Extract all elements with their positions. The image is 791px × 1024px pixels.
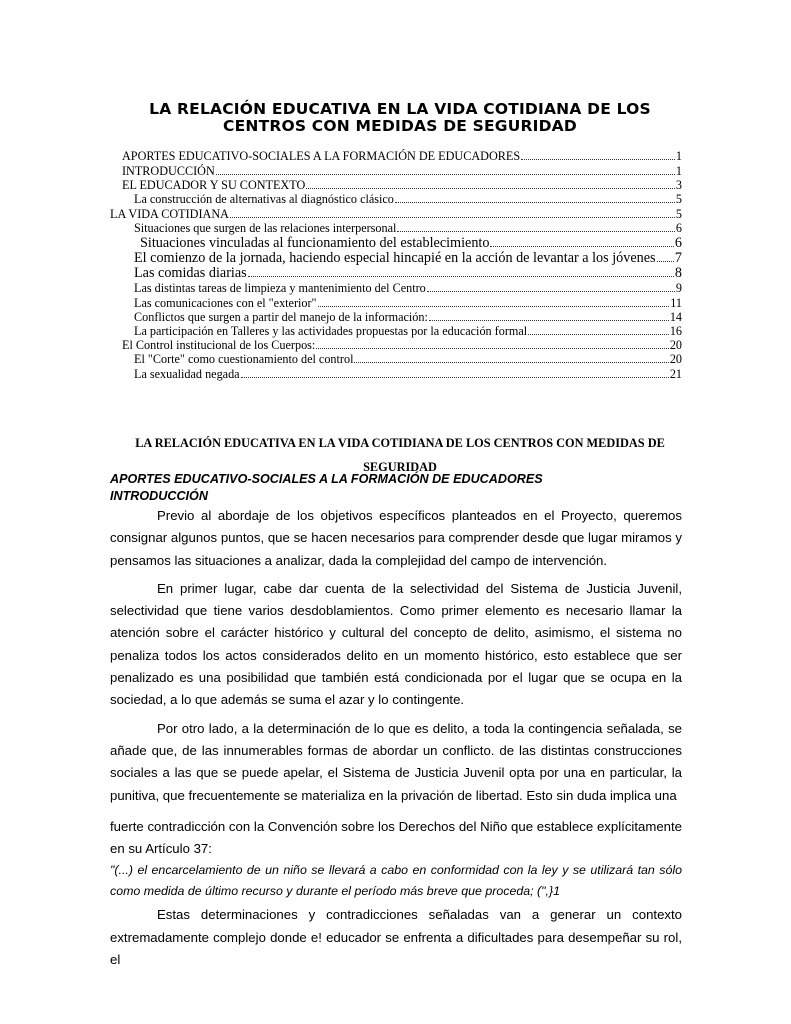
body-text: [110, 505, 682, 971]
section-heading-line-1: LA RELACIÓN EDUCATIVA EN LA VIDA COTIDIANA DE LOS CENTROS CON MEDIDAS DE: [135, 436, 665, 450]
toc-entry[interactable]: APORTES EDUCATIVO-SOCIALES A LA FORMACIÓN DE EDUCADORES 1: [122, 149, 682, 163]
document-title-line-2: CENTROS CON MEDIDAS DE SEGURIDAD: [223, 117, 577, 135]
paragraph: fuerte contradicción con la Convención sobre los Derechos del Niño que establece explícitamente en su Artículo 37:: [110, 818, 682, 857]
toc-entry[interactable]: Las comunicaciones con el "exterior" 11: [134, 296, 682, 310]
paragraph: Por otro lado, a la determinación de lo que es delito, a toda la contingencia señalada, se añade que, de las innumerables formas de abordar un conflicto. de las distintas construcciones sociales a las que se puede apelar, el Sistema de Justicia Juvenil opta por una en particular, la punitiva, que frecuentemente se materializa en la privación de libertad. Esto sin duda implica una: [110, 720, 682, 803]
toc-entry[interactable]: La construcción de alternativas al diagnóstico clásico 5: [134, 192, 682, 206]
subheading-introduccion: INTRODUCCIÓN: [110, 489, 208, 503]
toc-entry[interactable]: INTRODUCCIÓN 1: [122, 164, 682, 178]
toc-entry[interactable]: EL EDUCADOR Y SU CONTEXTO 3: [122, 178, 682, 192]
paragraph: Estas determinaciones y contradicciones señaladas van a generar un contexto extremadamente complejo donde e! educador se enfrenta a dificultades para desempeñar su rol, el: [110, 907, 682, 968]
paragraph: En primer lugar, cabe dar cuenta de la selectividad del Sistema de Justicia Juvenil, selectividad que tiene varios desdoblamientos. Como primer elemento es necesario llamar la atención sobre el carácter histórico y cultural del concepto de delito, asimismo, el sistema no penaliza todos los actos considerados delito en un momento histórico, esto establece que ser penalizado es una posibilidad que también está condicionada por el lugar que se ocupa en la sociedad, a lo que además se suma el azar y lo contingente.: [110, 580, 682, 708]
toc-entry[interactable]: Situaciones vinculadas al funcionamiento del establecimiento 6: [140, 235, 682, 251]
toc-entry[interactable]: El comienzo de la jornada, haciendo especial hincapié en la acción de levantar a los jóvenes 7: [134, 250, 682, 266]
toc-entry[interactable]: Las comidas diarias 8: [134, 265, 682, 281]
toc-entry[interactable]: Situaciones que surgen de las relaciones interpersonal 6: [134, 221, 682, 235]
toc-entry[interactable]: Las distintas tareas de limpieza y mantenimiento del Centro 9: [134, 281, 682, 295]
toc-entry[interactable]: La participación en Talleres y las actividades propuestas por la educación formal 16: [134, 324, 682, 338]
subheading-aportes: APORTES EDUCATIVO-SOCIALES A LA FORMACIÓN DE EDUCADORES: [110, 472, 543, 486]
toc-entry[interactable]: Conflictos que surgen a partir del manejo de la información: 14: [134, 310, 682, 324]
section-heading-line-2: SEGURIDAD: [363, 460, 437, 474]
document-title: [110, 101, 690, 135]
toc-entry[interactable]: El "Corte" como cuestionamiento del control 20: [134, 352, 682, 366]
toc-entry[interactable]: La sexualidad negada 21: [134, 367, 682, 381]
document-title-line-1: LA RELACIÓN EDUCATIVA EN LA VIDA COTIDIANA DE LOS: [149, 100, 651, 118]
toc-entry[interactable]: LA VIDA COTIDIANA 5: [110, 207, 682, 221]
toc-entry[interactable]: El Control institucional de los Cuerpos: 20: [122, 338, 682, 352]
quote: "(...) el encarcelamiento de un niño se llevará a cabo en conformidad con la ley y se utilizará tan sólo como medida de último recurso y durante el período más breve que proceda; (",}1: [110, 863, 682, 899]
paragraph: Previo al abordaje de los objetivos específicos planteados en el Proyecto, queremos consignar algunos puntos, que se hacen necesarios para comprender desde que lugar miramos y pensamos las situaciones a analizar, dada la complejidad del campo de intervención.: [110, 508, 682, 568]
